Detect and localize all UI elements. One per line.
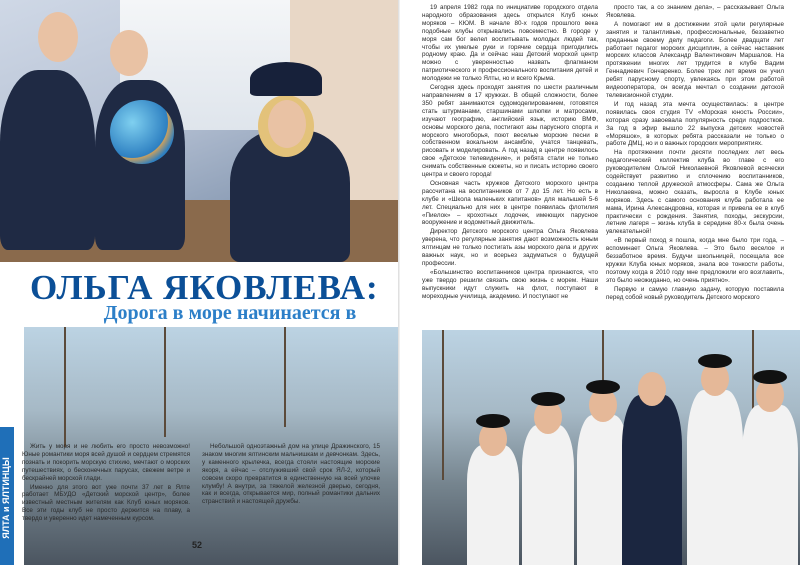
- page-number: 52: [192, 540, 203, 550]
- paragraph: «В первый поход я пошла, когда мне было три года, – вспоминает Ольга Яковлева. – Это было веселое и беззаботное время. Будучи школьницей, посещала все кружки Клуба юных моряков, знала все тонкости работы, поэтому когда в 2010 году мне предложили его возглавить, это было неожиданно, но очень приятно».: [606, 237, 784, 284]
- paragraph: Жить у моря и не любить его просто невозможно! Юные романтики моря всей душой и сердцем стремятся познать и покорить морскую стихию, мечтают о морских путешествиях, о бесконечных парусах, свежем ветре и бескрайней морской глади.: [22, 443, 190, 482]
- paragraph: И год назад эта мечта осуществилась: в центре появилась своя студия TV «Морская юность России», которая сразу завоевала популярность среди подростков. За год в эфир вышло 22 выпуска детских новостей «Моряшок», в которых ребята рассказали не только о работе ДМЦ, но и о важных городских мероприятиях.: [606, 100, 784, 148]
- photo-cadet-left-face: [38, 12, 78, 62]
- photo-rigging: [164, 327, 166, 437]
- right-text-column-2: [606, 4, 784, 303]
- photo-cadet-beret: [698, 354, 732, 368]
- photo-cadet-beret: [476, 414, 510, 428]
- paragraph: «Большинство воспитанников центра признаются, что уже твердо решили связать свою жизнь с морем. Наши выпускники идут служить на флот, поступают в мореходные училища, академию. И поступают не: [422, 268, 598, 300]
- photo-cadet: [687, 390, 743, 565]
- paragraph: 19 апреля 1982 года по инициативе городского отдела народного образования здесь открылся Клуб юных моряков – КЮМ. В начале 80-х годов прошлого века подобные клубы открывались повсеместно. В городе у моря сам бог велел воспитывать молодых людей так, чтобы их умелые руки и горячие сердца пригодились родному краю. Да и сейчас наш Детский морской центр можно с уверенностью назвать флагманом патриотического и профессионального воспитания детей и молодежи не только Ялты, но и всего Крыма.: [422, 4, 598, 83]
- right-text-column-1: [422, 4, 598, 302]
- paragraph: А помогают им в достижении этой цели регулярные занятия и талантливые, профессиональные, беззаветно преданные своему делу педагоги. Более двадцати лет работает педагог морских дисциплин, а сейчас наставник морских классов Александр Валентинович Маршалов. На протяжении многих лет трудится в клубе Вадим Геннадиевич Гончаренко. Более трех лет время он учил ребят парусному спорту, увлекаясь при этом работой видеооператора, он всегда мечтал о создании детской телевизионной студии.: [606, 20, 784, 99]
- photo-cadet: [522, 425, 574, 565]
- photo-officer-face: [268, 100, 306, 148]
- paragraph: Первую и самую главную задачу, которую поставила перед собой новый руководитель Детского морского: [606, 285, 784, 301]
- article-title: ОЛЬГА ЯКОВЛЕВА:: [30, 268, 379, 307]
- photo-cadet-left: [0, 70, 95, 250]
- photo-cadet: [742, 405, 798, 565]
- left-text-column-2: [202, 443, 380, 507]
- photo-cadet-middle-face: [110, 30, 148, 76]
- paragraph: Основная часть кружков Детского морского центра рассчитана на воспитанников от 7 до 15 лет. Но есть в клубе и «Школа маленьких капитанов» для малышей 5-6 лет. Специально для них в центре появилась флотилия «Пиелок» – крохотных лодочек, имеющих парусное вооружение и водометный движитель.: [422, 179, 598, 227]
- classroom-photo: [0, 0, 400, 262]
- photo-officer-cap: [250, 62, 322, 96]
- photo-cadet-beret: [586, 380, 620, 394]
- paragraph: На протяжении почти десяти последних лет весь педагогический коллектив клуба во главе с его руководителем Ольгой Николаевной Яковлевой всячески содействует развитию и сплочению воспитанников, созданию теплой дружеской атмосферы. Сама же Ольга Николаевна, можно сказать, выросла в Клубе юных моряков. Здесь с самого основания клуба работала ее мама, Ирина Александровна, которая и привела ее в клуб практически с рождения. Занятия, походы, экскурсии, летние лагеря – жизнь клуба в середине 80-х была очень увлекательной!: [606, 149, 784, 236]
- paragraph: просто так, а со знанием дела», – рассказывает Ольга Яковлева.: [606, 4, 784, 19]
- photo-rigging: [284, 327, 286, 427]
- paragraph: Директор Детского морского центра Ольга Яковлева уверена, что регулярные занятия дают возможность юным ялтинцам не только постигать азы морского дела и других важных наук, но и всерьез задуматься о будущей профессии.: [422, 228, 598, 267]
- photo-globe: [110, 100, 174, 164]
- photo-cadet-beret: [531, 392, 565, 406]
- section-side-tab-label: ЯЛТА и ЯЛТИНЦЫ: [1, 457, 11, 539]
- photo-officer: [622, 395, 682, 565]
- photo-mast: [442, 330, 444, 480]
- right-page: [400, 0, 800, 565]
- paragraph: Сегодня здесь проходят занятия по шести различным направлениям в 17 кружках. В общей сложности, более 350 ребят занимаются судомоделированием, готовятся стать штурманами, старшинами шлюпки и матросами, изучают географию, английский язык, историю ВМФ, основы морского дела, постигают азы парусного спорта и морского многоборья, поют веселые морские песни в собственном вокальном ансамбле, учатся танцевать, рисовать и моделировать. А год назад в центре появилось свое «Детское телевидение», и ребята стали не только снимать собственные сюжеты, но и писать историю своего центра и своего города!: [422, 84, 598, 179]
- photo-officer-face: [638, 372, 666, 406]
- photo-cadet-beret: [753, 370, 787, 384]
- left-text-column-1: [22, 443, 190, 524]
- paragraph: Именно для этого вот уже почти 37 лет в Ялте работает МБУДО «Детский морской центр», более известный местным жителям как Клуб юных моряков. Все эти годы клуб не просто держится на плаву, а твердо и уверенно идет намеченным курсом.: [22, 483, 190, 523]
- article-subtitle: Дорога в море начинается в: [103, 302, 357, 324]
- photo-cadet: [467, 445, 519, 565]
- photo-rigging: [64, 327, 66, 447]
- paragraph: Небольшой одноэтажный дом на улице Дражинского, 15 знаком многим ялтинским мальчишкам и девчонкам. Здесь, у каменного крылечка, всегда стояли настоящие морские якоря, а ейчас – отслуживший свой срок ЯЛ-2, который совсем скоро превратится в единственную на всей улочке клумбу! А внутри, за тяжелой железной дверью, сегодня, как и всегда, открывается мир, полный романтики дальних странствий и настоящей дружбы.: [202, 443, 380, 506]
- ship-crew-photo: [422, 330, 800, 565]
